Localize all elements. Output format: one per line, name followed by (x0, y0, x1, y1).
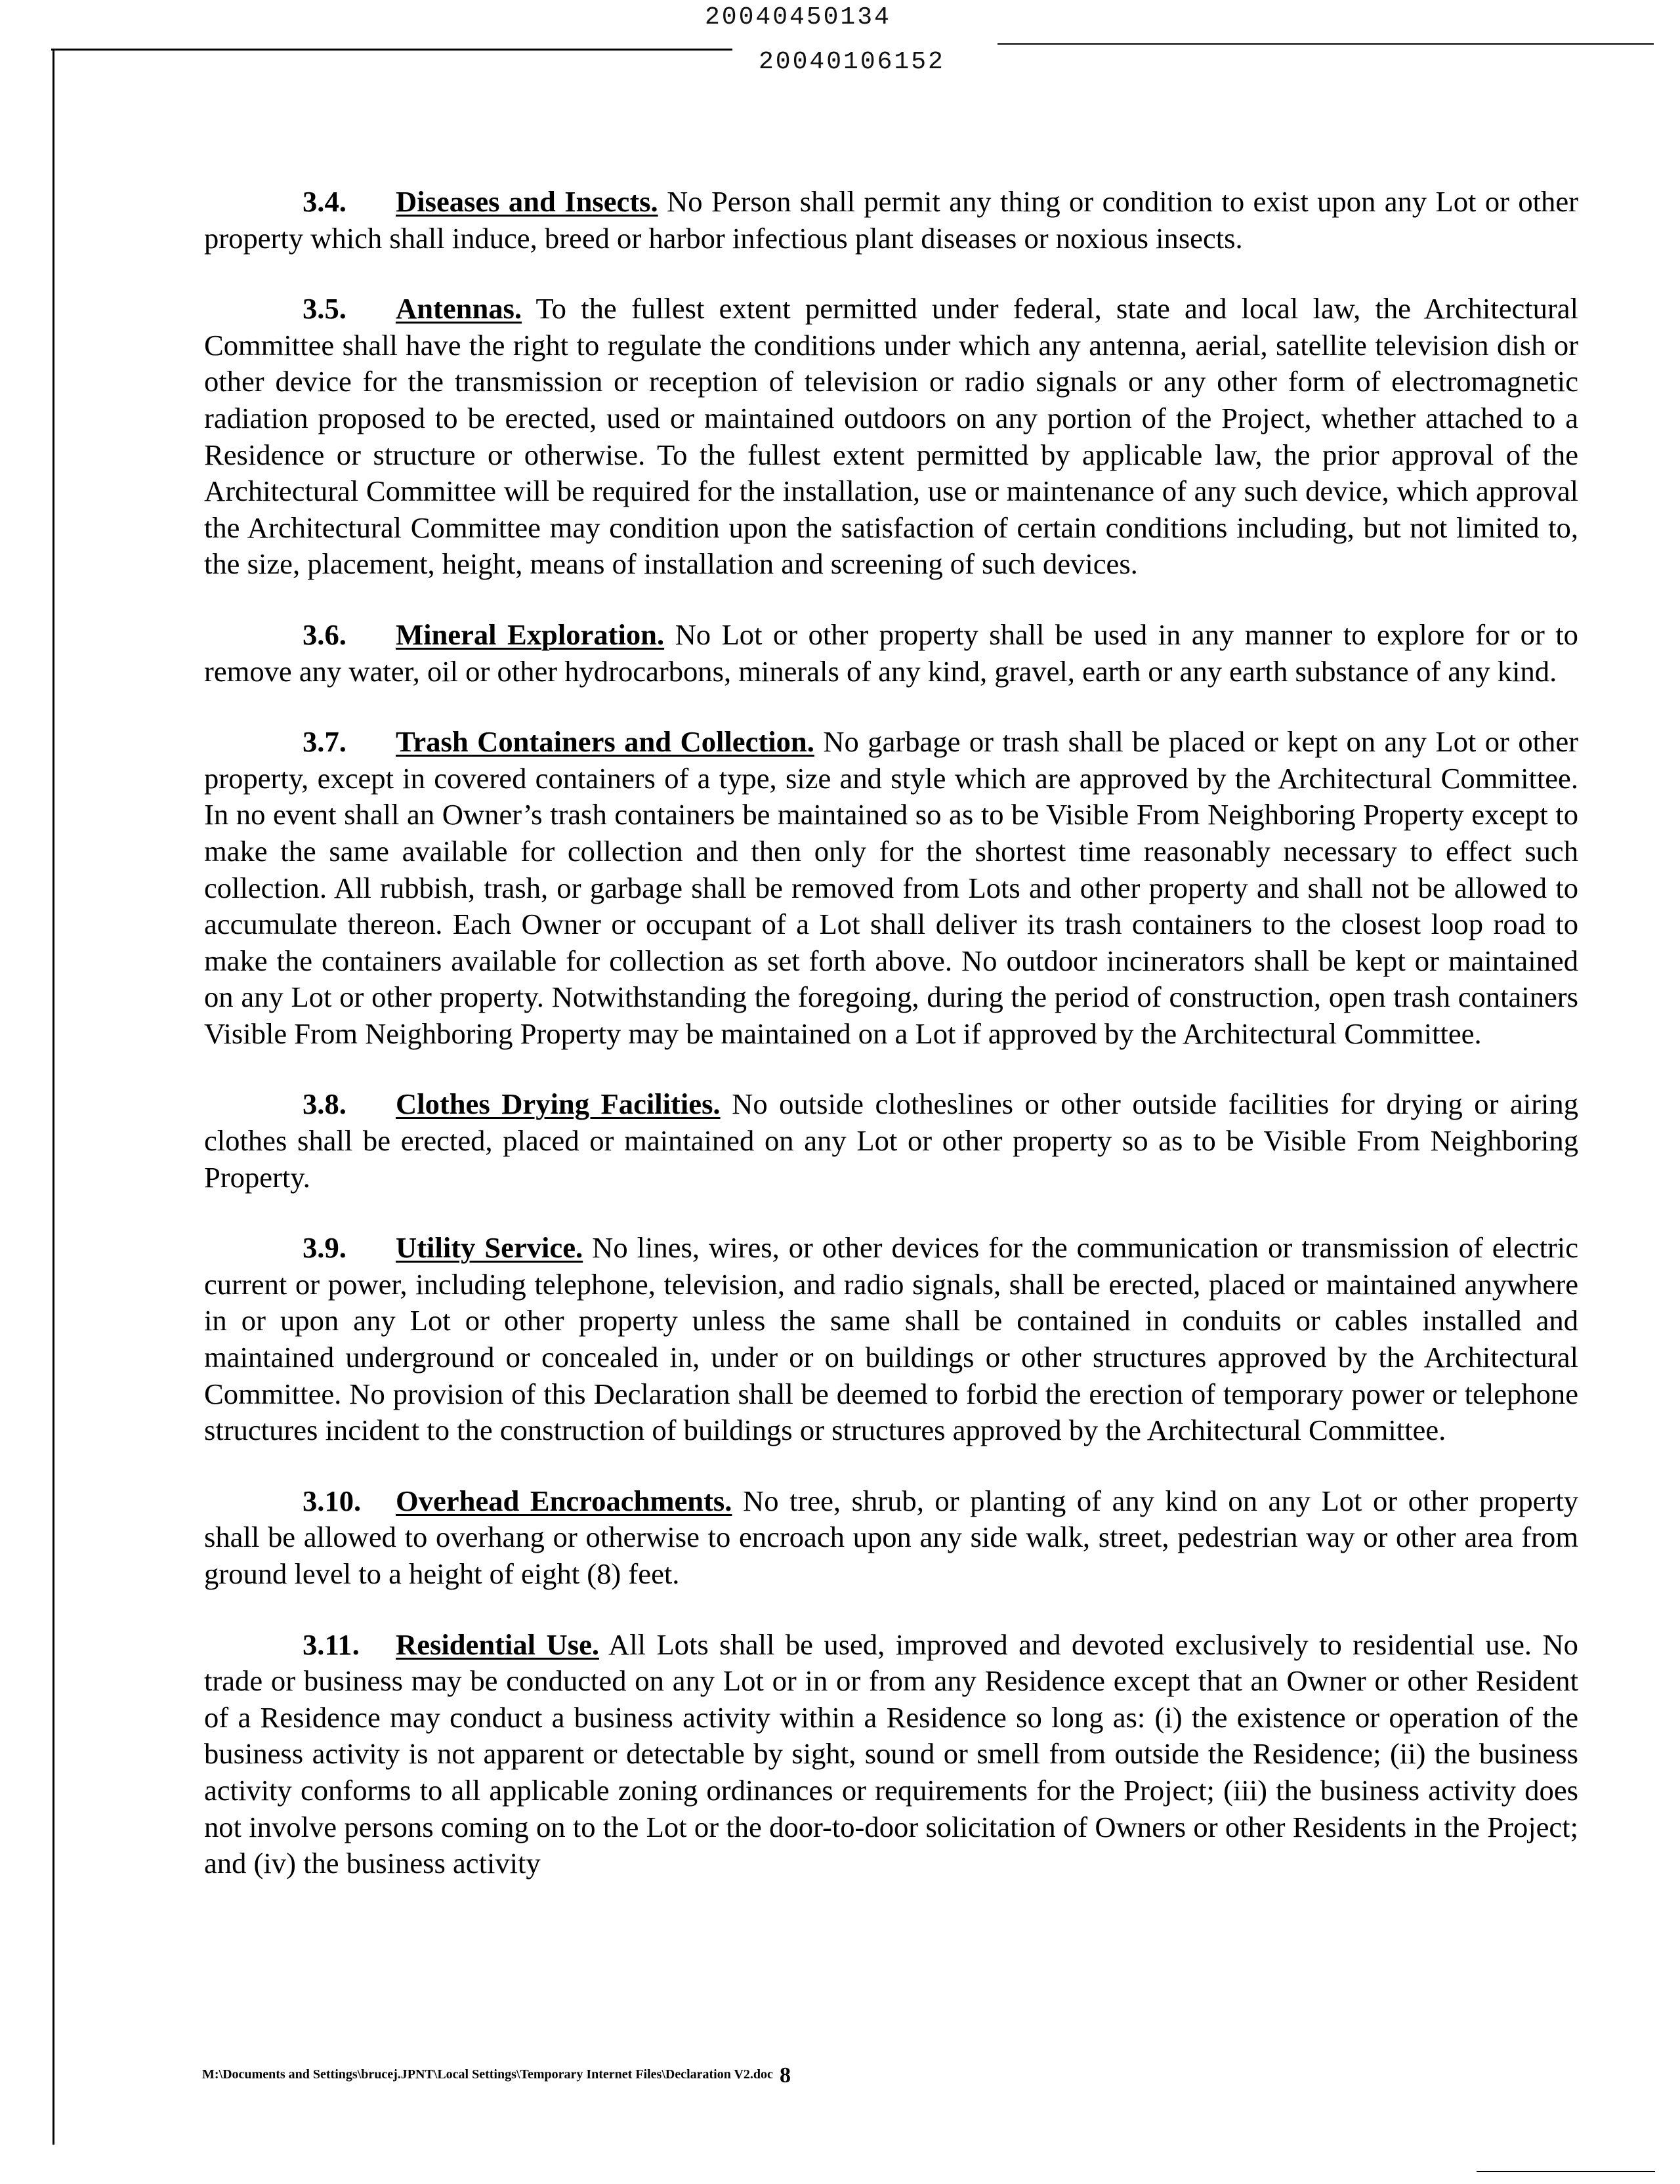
section-3-9 (204, 1230, 1578, 1449)
section-heading: Mineral Exploration. (396, 618, 665, 651)
recording-number-top: 20040450134 (705, 3, 891, 32)
section-heading: Trash Containers and Collection. (396, 725, 814, 759)
section-text: No outside clotheslines or other outside facilities for drying or airing clothes shall be erected, placed or maintained on any Lot or other property so as to be Visible From Neighboring Property. (204, 1087, 1578, 1194)
document-body (204, 184, 1578, 1916)
section-number: 3.11. (303, 1628, 360, 1661)
top-border-rule-left (51, 49, 732, 51)
section-heading: Clothes Drying Facilities. (396, 1087, 721, 1121)
page-number: 8 (779, 2063, 791, 2088)
section-text: No Lot or other property shall be used in any manner to explore for or to remove any water, oil or other hydrocarbons, minerals of any kind, gravel, earth or any earth substance of any kind. (204, 618, 1578, 688)
section-number: 3.10. (303, 1484, 362, 1517)
section-3-8 (204, 1086, 1578, 1196)
section-3-11 (204, 1627, 1578, 1882)
file-path: M:\Documents and Settings\brucej.JPNT\Local Settings\Temporary Internet Files\Declaration V2.doc (202, 2067, 773, 2082)
section-3-10 (204, 1483, 1578, 1593)
section-number: 3.6. (303, 618, 346, 651)
section-text: No garbage or trash shall be placed or kept on any Lot or other property, except in covered containers of a type, size and style which are approved by the Architectural Committee. In no event shall an Owner’s trash containers be maintained so as to be Visible From Neighboring Property except to make the same available for collection and then only for the shortest time reasonably necessary to effect such collection. All rubbish, trash, or garbage shall be removed from Lots and other property and shall not be allowed to accumulate thereon. Each Owner or occupant of a Lot shall deliver its trash containers to the closest loop road to make the containers available for collection as set forth above. No outdoor incinerators shall be kept or maintained on any Lot or other property. Notwithstanding the foregoing, during the period of construction, open trash containers Visible From Neighboring Property may be maintained on a Lot if approved by the Architectural Committee. (204, 725, 1578, 1050)
section-number: 3.4. (303, 185, 346, 218)
section-number: 3.7. (303, 725, 346, 759)
section-3-5 (204, 291, 1578, 583)
section-heading: Overhead Encroachments. (396, 1484, 732, 1517)
section-text: All Lots shall be used, improved and devoted exclusively to residential use. No trade or business may be conducted on any Lot or in or from any Residence except that an Owner or other Resident of a Residence may conduct a business activity within a Residence so long as: (i) the existence or operation of the business activity is not apparent or detectable by sight, sound or smell from outside the Residence; (ii) the business activity conforms to all applicable zoning ordinances or requirements for the Project; (iii) the business activity does not involve persons coming on to the Lot or the door-to-door solicitation of Owners or other Residents in the Project; and (iv) the business activity (204, 1628, 1578, 1880)
page-footer (202, 2059, 791, 2088)
section-number: 3.9. (303, 1231, 346, 1265)
section-heading: Antennas. (396, 292, 522, 326)
section-3-6 (204, 617, 1578, 690)
section-heading: Diseases and Insects. (396, 185, 658, 218)
section-text: No lines, wires, or other devices for the communication or transmission of electric current or power, including telephone, television, and radio signals, shall be erected, placed or maintained anywhere in or upon any Lot or other property unless the same shall be contained in conduits or cables installed and maintained underground or concealed in, under or on buildings or other structures approved by the Architectural Committee. No provision of this Declaration shall be deemed to forbid the erection of temporary power or telephone structures incident to the construction of buildings or structures approved by the Architectural Committee. (204, 1231, 1578, 1447)
section-3-7 (204, 724, 1578, 1052)
section-text: No Person shall permit any thing or condition to exist upon any Lot or other property which shall induce, breed or harbor infectious plant diseases or noxious insects. (204, 185, 1578, 255)
section-number: 3.5. (303, 292, 346, 326)
section-3-4 (204, 184, 1578, 257)
section-heading: Residential Use. (396, 1628, 600, 1661)
section-text: No tree, shrub, or planting of any kind on any Lot or other property shall be allowed to overhang or otherwise to encroach upon any side walk, street, pedestrian way or other area from ground level to a height of eight (8) feet. (204, 1484, 1578, 1590)
left-border-rule (52, 49, 54, 2145)
section-heading: Utility Service. (396, 1231, 583, 1265)
section-text: To the fullest extent permitted under federal, state and local law, the Architectural Committee shall have the right to regulate the conditions under which any antenna, aerial, satellite television dish or other device for the transmission or reception of television or radio signals or any other form of electromagnetic radiation proposed to be erected, used or maintained outdoors on any portion of the Project, whether attached to a Residence or structure or otherwise. To the fullest extent permitted by applicable law, the prior approval of the Architectural Committee will be required for the installation, use or maintenance of any such device, which approval the Architectural Committee may condition upon the satisfaction of certain conditions including, but not limited to, the size, placement, height, means of installation and screening of such devices. (204, 292, 1578, 581)
recording-number-second: 20040106152 (759, 48, 945, 76)
bottom-border-rule (1477, 2171, 1655, 2172)
top-border-rule-right (998, 43, 1654, 45)
section-number: 3.8. (303, 1087, 346, 1121)
